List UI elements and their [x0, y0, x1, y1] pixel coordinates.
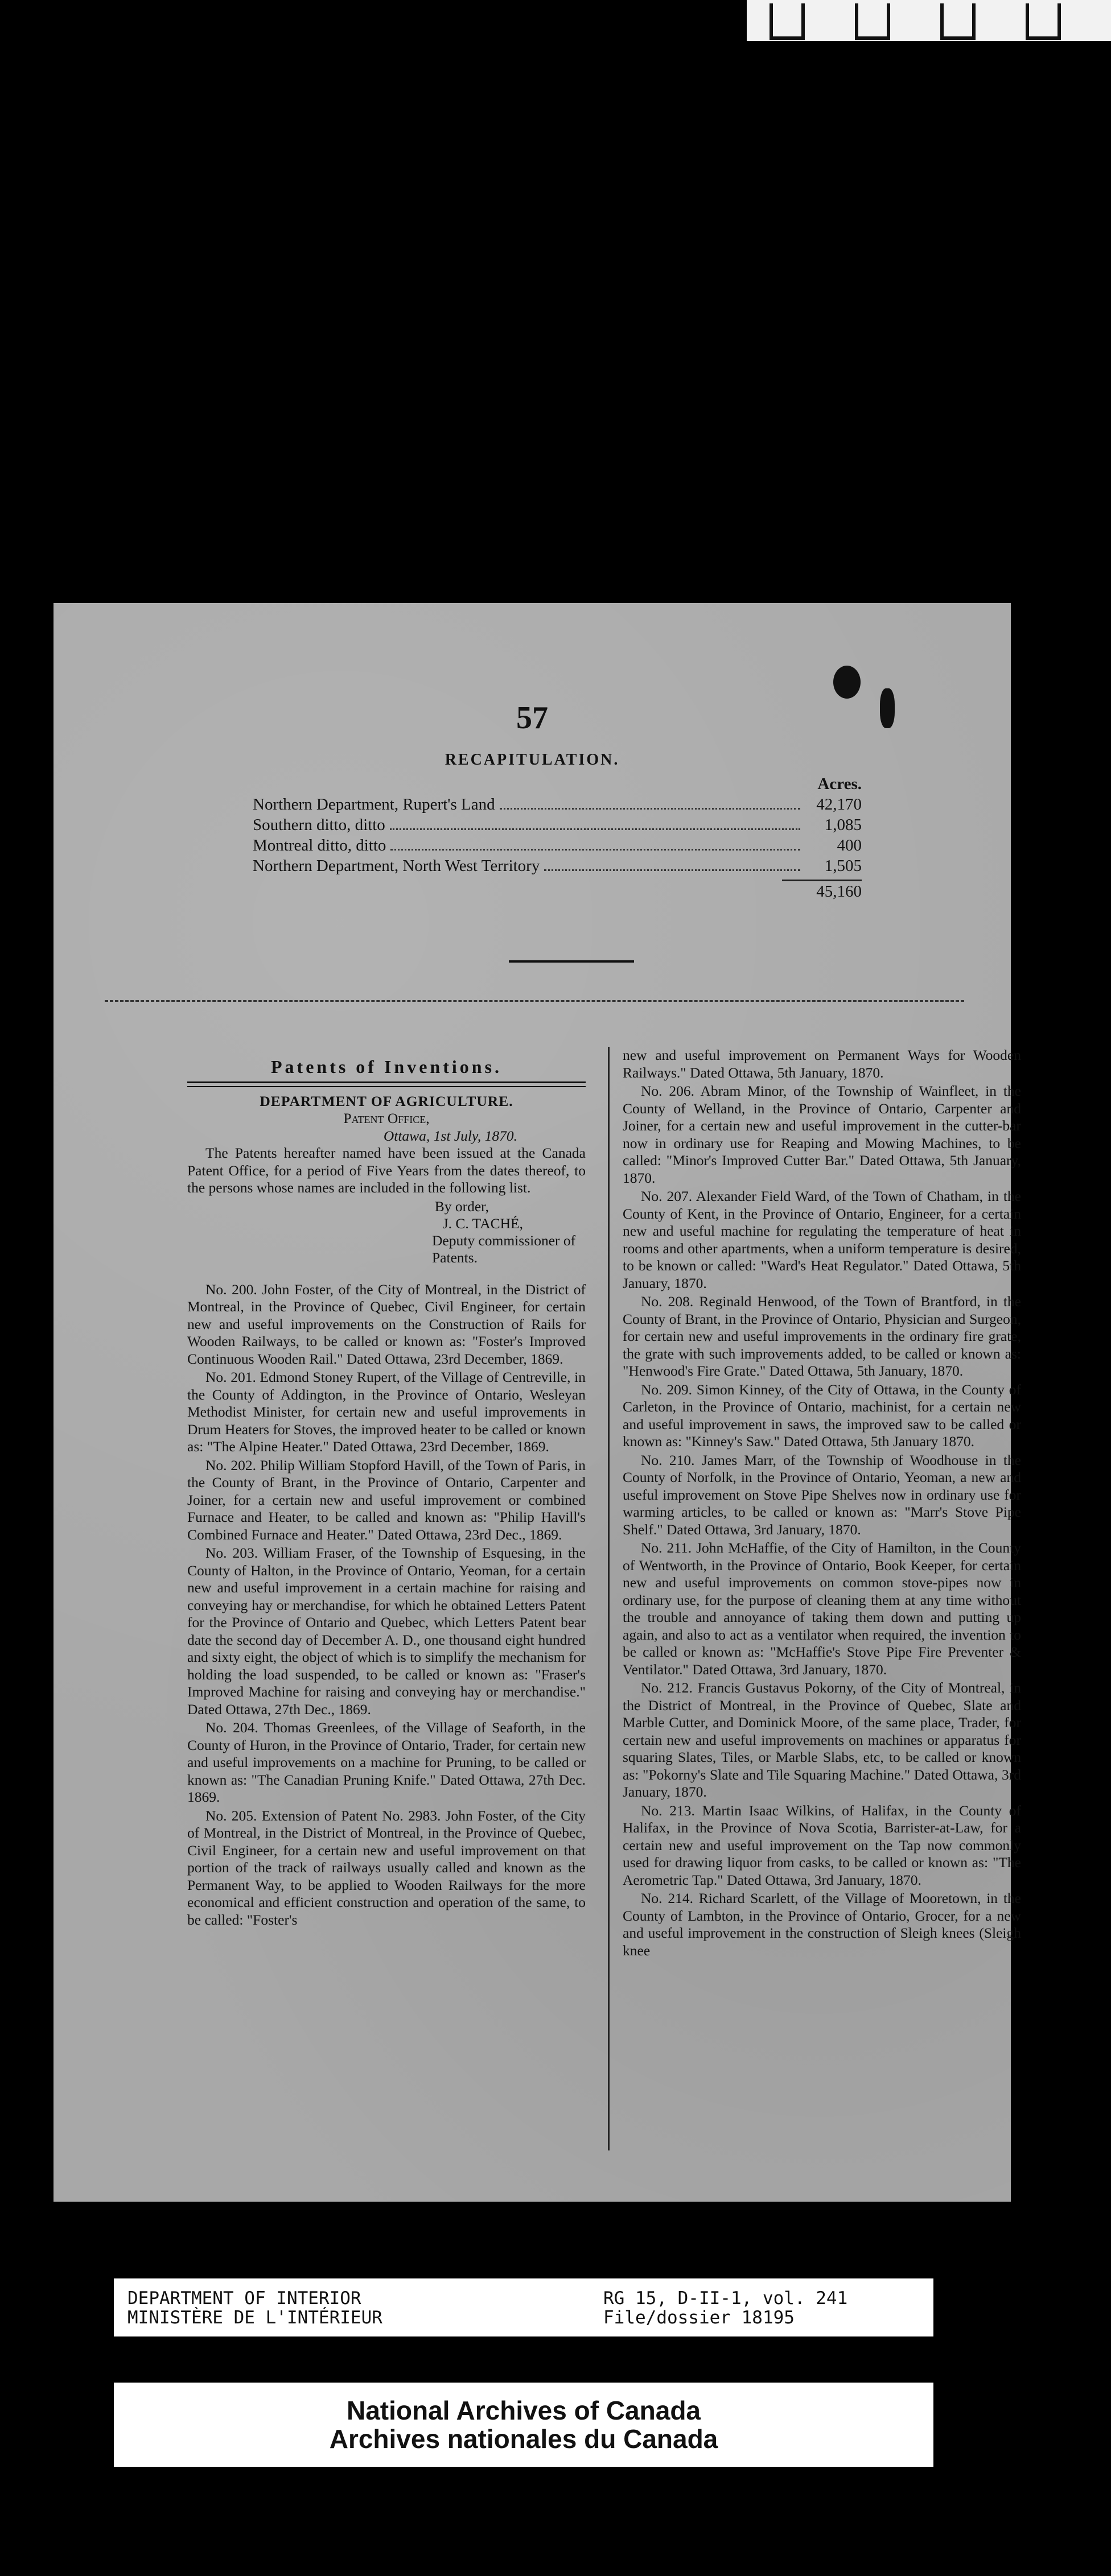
- patent-entry: new and useful improvement on Permanent Ways for Wooden Railways." Dated Ottawa, 5th January, 1870.: [623, 1047, 1021, 1081]
- right-column: [623, 1047, 1021, 1960]
- patent-entry: No. 203. William Fraser, of the Township of Esquesing, in the County of Halton, in the Province of Ontario, Yeoman, for a certain new and useful improvement in a certain machine for raising and conveying hay or merchandise, for which he obtained Letters Patent for the Province of Ontario and Quebec, which Letters Patent bear date the second day of December A. D., one thousand eight hundred and sixty eight, the object of which is to simplify the mechanism for holding the load suspended, to be called or known as: "Fraser's Improved Machine for raising and conveying hay or merchandise." Dated Ottawa, 27th Dec., 1869.: [187, 1545, 586, 1718]
- page-divider: [105, 1000, 964, 1002]
- patent-entry: No. 214. Richard Scarlett, of the Village of Mooretown, in the County of Lambton, in the Province of Ontario, Grocer, for a new and useful improvement in the construction of Sleigh knees (Sleigh knee: [623, 1890, 1021, 1959]
- archives-name-en: National Archives of Canada: [346, 2396, 701, 2425]
- patent-entry: No. 208. Reginald Henwood, of the Town of Brantford, in the County of Brant, in the Province of Ontario, Physician and Surgeon, for certain new and useful improvements in the ordinary fire grate, the grate with such improvements added, to be called or known as: "Henwood's Fire Grate." Dated Ottawa, 5th January, 1870.: [623, 1293, 1021, 1379]
- recap-row: [253, 794, 862, 815]
- scanned-page: [54, 603, 1021, 2202]
- place-date: Ottawa, 1st July, 1870.: [383, 1127, 517, 1144]
- patent-entry: No. 210. James Marr, of the Township of Woodhouse in the County of Norfolk, in the Province of Ontario, Yeoman, a new and useful improvement on Stove Pipe Shelves now in ordinary use for warming articles, to be called or known as: "Marr's Stove Pipe Shelf." Dated Ottawa, 3rd January, 1870.: [623, 1451, 1021, 1538]
- patent-entry: No. 202. Philip William Stopford Havill, of the Town of Paris, in the County of Brant, in the Province of Ontario, Carpenter and Joiner, for a certain new and useful improvement or combined Furnace and Heater, to be called and known as: "Philip Havill's Combined Furnace and Heater." Dated Ottawa, 23rd Dec., 1869.: [187, 1456, 586, 1543]
- heading-rule: [187, 1081, 586, 1087]
- recap-row: [253, 815, 862, 835]
- frame-mark: [940, 3, 976, 40]
- recap-row-value: 400: [837, 836, 862, 854]
- archive-label: [114, 2278, 933, 2336]
- record-group: RG 15, D-II-1, vol. 241: [603, 2288, 848, 2309]
- frame-mark: [770, 3, 805, 40]
- patent-entry: No. 206. Abram Minor, of the Township of Wainfleet, in the County of Welland, in the Province of Ontario, Carpenter and Joiner, for a certain new and useful improvement in the cutter-bar now in ordinary use for Reaping and Mowing Machines, to be called: "Minor's Improved Cutter Bar." Dated Ottawa, 5th January, 1870.: [623, 1083, 1021, 1186]
- patent-entries-right: [623, 1047, 1021, 1959]
- patent-entries-left: [187, 1281, 586, 1929]
- patent-entry: No. 201. Edmond Stoney Rupert, of the Village of Centreville, in the County of Addington, in the Province of Ontario, Wesleyan Methodist Minister, for certain new and useful improvements in Drum Heaters for Stoves, the improved heater to be called or known as: "The Alpine Heater." Dated Ottawa, 23rd December, 1869.: [187, 1369, 586, 1455]
- patent-entry: No. 211. John McHaffie, of the City of Hamilton, in the County of Wentworth, in the Province of Ontario, Book Keeper, for certain new and useful improvements on common stove-pipes now in ordinary use, for the purpose of cleaning them at any time without the trouble and annoyance of taking them down and putting up again, and also to act as a ventilator when required, the invention to be called or known as: "McHaffie's Stove Pipe Fire Preventer & Ventilator." Dated Ottawa, 3rd January, 1870.: [623, 1539, 1021, 1678]
- recapitulation-total: 45,160: [816, 882, 862, 901]
- dot-leader: [390, 828, 800, 830]
- recap-row: [253, 856, 862, 876]
- ink-stain: [833, 666, 861, 699]
- department-en: DEPARTMENT OF INTERIOR: [127, 2288, 361, 2309]
- recap-row-label: Southern ditto, ditto: [253, 816, 385, 834]
- by-order: By order,: [434, 1198, 489, 1215]
- recap-row-label: Northern Department, North West Territory: [253, 857, 540, 875]
- file-number: File/dossier 18195: [603, 2307, 795, 2328]
- center-rule: [509, 960, 634, 963]
- signatory: J. C. TACHÉ,: [442, 1215, 523, 1232]
- archive-department: [127, 2289, 382, 2327]
- acres-header: Acres.: [817, 775, 862, 793]
- page-number: 57: [516, 700, 548, 736]
- recap-row-value: 1,085: [824, 816, 862, 834]
- frame-mark: [1026, 3, 1061, 40]
- patent-entry: No. 204. Thomas Greenlees, of the Village of Seaforth, in the County of Huron, in the Province of Ontario, Trader, for certain new and useful improvements on a machine for Pruning, to be called or known as: "The Canadian Pruning Knife." Dated Ottawa, 27th Dec. 1869.: [187, 1719, 586, 1805]
- recapitulation-rows: [253, 794, 862, 876]
- archives-name-fr: Archives nationales du Canada: [329, 2424, 718, 2454]
- recap-row-label: Northern Department, Rupert's Land: [253, 795, 495, 814]
- patent-entry: No. 205. Extension of Patent No. 2983. John Foster, of the City of Montreal, in the District of Montreal, in the Province of Quebec, Civil Engineer, for a certain new and useful improvement on that portion of the track of railways usually called and known as the Permanent Way, to be applied to Wooden Railways for the more economical and efficient construction and operation of the same, to be called: "Foster's: [187, 1807, 586, 1928]
- patent-entry: No. 209. Simon Kinney, of the City of Ottawa, in the County of Carleton, in the Province of Ontario, machinist, for a certain new and useful improvement in saws, the improved saw to be called or known as: "Kinney's Saw." Dated Ottawa, 5th January 1870.: [623, 1381, 1021, 1450]
- archive-reference: [603, 2289, 847, 2327]
- notice-intro: The Patents hereafter named have been issued at the Canada Patent Office, for a period of Five Years from the dates thereof, to the persons whose names are included in the following list.: [187, 1145, 586, 1196]
- column-rule: [608, 1047, 610, 2150]
- patent-entry: No. 213. Martin Isaac Wilkins, of Halifax, in the County of Halifax, in the Province of Nova Scotia, Barrister-at-Law, for a certain new and useful improvement on the Tap now commonly used for drawing liquor from casks, to be called or known as: "The Aerometric Tap." Dated Ottawa, 3rd January, 1870.: [623, 1802, 1021, 1888]
- recapitulation-title: RECAPITULATION.: [445, 751, 620, 769]
- recap-row-label: Montreal ditto, ditto: [253, 836, 386, 854]
- dot-leader: [544, 869, 800, 871]
- dot-leader: [500, 808, 800, 810]
- office-line: Patent Office,: [343, 1110, 430, 1126]
- department-fr: MINISTÈRE DE L'INTÉRIEUR: [127, 2307, 382, 2328]
- frame-mark: [855, 3, 890, 40]
- recapitulation-table: [253, 774, 862, 902]
- dot-leader: [390, 849, 800, 851]
- recap-row-value: 42,170: [816, 795, 862, 814]
- microfilm-frame-marks: [747, 0, 1111, 41]
- recap-row: [253, 835, 862, 856]
- section-heading: Patents of Inventions.: [270, 1056, 502, 1077]
- recap-row-value: 1,505: [824, 857, 862, 875]
- department-heading: DEPARTMENT OF AGRICULTURE.: [260, 1092, 513, 1109]
- archives-banner: [114, 2383, 933, 2467]
- patent-entry: No. 207. Alexander Field Ward, of the Town of Chatham, in the County of Kent, in the Province of Ontario, Engineer, for a certain new and useful machine for regulating the temperature of heat in rooms and other apartments, when a uniform temperature is desired, to be known or called: "Ward's Heat Regulator." Dated Ottawa, 5th January, 1870.: [623, 1188, 1021, 1291]
- patent-entry: No. 212. Francis Gustavus Pokorny, of the City of Montreal, in the District of Montreal, in the Province of Quebec, Slate and Marble Cutter, and Dominick Moore, of the same place, Trader, for certain new and useful improvements on machines or apparatus for squaring Slates, Tiles, or Marble Slabs, etc, to be called or known as: "Pokorny's Slate and Tile Squaring Machine." Dated Ottawa, 3rd January, 1870.: [623, 1679, 1021, 1800]
- left-column: [187, 1058, 586, 1930]
- patent-entry: No. 200. John Foster, of the City of Montreal, in the District of Montreal, in the Province of Quebec, Civil Engineer, for certain new and useful improvements on the Construction of Rails for Wooden Railways, to be called or known as: "Foster's Improved Continuous Wooden Rail." Dated Ottawa, 23rd December, 1869.: [187, 1281, 586, 1367]
- signatory-title: Deputy commissioner of Patents.: [432, 1232, 576, 1266]
